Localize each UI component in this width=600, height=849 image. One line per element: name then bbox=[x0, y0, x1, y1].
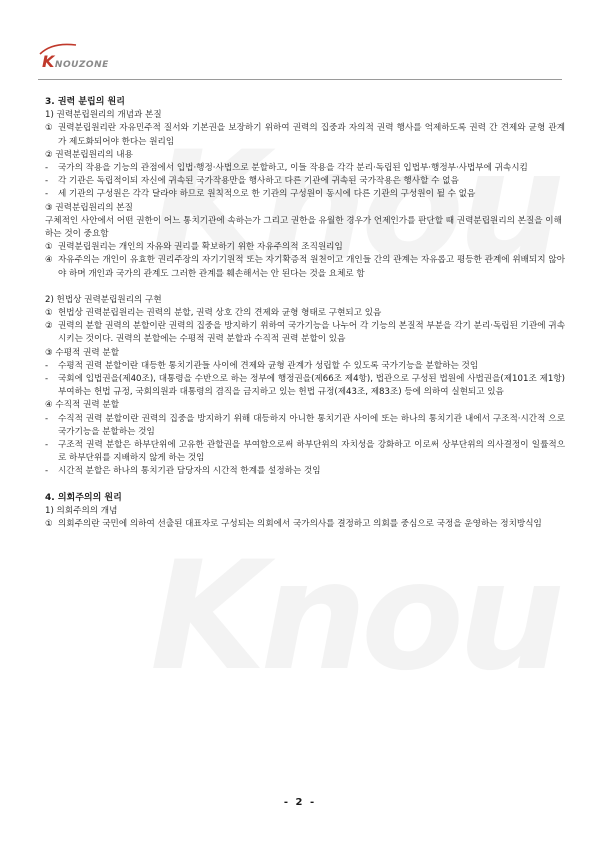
item-text: 수평적 권력 분할이란 대등한 통치기관들 사이에 견제와 균형 관계가 성립할 수 있도록 국가기능을 분할하는 것임 bbox=[58, 360, 479, 371]
item-marker: - bbox=[45, 360, 49, 371]
item-marker: ② bbox=[45, 321, 53, 332]
list-item bbox=[45, 373, 565, 399]
subheading: ④ 수직적 권력 분할 bbox=[45, 400, 120, 411]
subheading: 1) 권력분립원리의 개념과 본질 bbox=[45, 110, 162, 121]
list-item bbox=[45, 439, 565, 465]
item-marker: - bbox=[45, 413, 49, 424]
list-item bbox=[45, 518, 565, 531]
section-heading: 4. 의회주의의 원리 bbox=[45, 492, 122, 503]
item-text: 시간적 분할은 하나의 통치기관 담당자의 시간적 한계를 설정하는 것임 bbox=[58, 466, 321, 477]
item-marker: - bbox=[45, 189, 49, 200]
item-text: 세 기관의 구성원은 각각 달라야 하므로 원칙적으로 한 기관의 구성원이 동시에 다른 기관의 구성원이 될 수 없음 bbox=[58, 189, 476, 200]
item-text: 의회주의란 국민에 의하여 선출된 대표자로 구성되는 의회에서 국가의사를 결정하고 의회를 중심으로 국정을 운영하는 정치방식임 bbox=[58, 519, 542, 530]
list-item bbox=[45, 162, 565, 175]
list-item bbox=[45, 465, 565, 478]
item-marker: - bbox=[45, 374, 49, 385]
subheading: ③ 수평적 권력 분할 bbox=[45, 347, 120, 358]
subheading: 1) 의회주의의 개념 bbox=[45, 505, 118, 516]
spacer bbox=[45, 479, 565, 492]
paragraph: 구체적인 사안에서 어떤 권한이 어느 통치기관에 속하는가 그리고 권한을 유월한 경우가 언제인가를 판단할 때 권력분립원리의 본질을 이해하는 것이 중요함 bbox=[45, 215, 562, 240]
item-text: 자유주의는 개인이 유효한 권리주장의 자기기원적 또는 자기확증적 원천이고 개인들 간의 관계는 자유롭고 평등한 관계에 위배되지 않아야 하며 개인과 국가의 관계도 그러한 관계를 훼손해서는 안 된다는 것을 요체로 함 bbox=[58, 255, 565, 279]
knouzone-logo bbox=[42, 52, 109, 71]
subheading: 2) 헌법상 권력분립원리의 구현 bbox=[45, 294, 162, 305]
item-text: 구조적 권력 분할은 하부단위에 고유한 관할권을 부여함으로써 하부단위의 자치성을 강화하고 이로써 상부단위의 의사결정이 일률적으로 하부단위를 지배하지 않게 하는 것임 bbox=[58, 440, 565, 464]
list-item bbox=[45, 188, 565, 201]
item-text: 헌법상 권력분립원리는 권력의 분할, 권력 상호 간의 견제와 균형 형태로 구현되고 있음 bbox=[58, 308, 382, 319]
logo-k: K bbox=[42, 52, 54, 71]
subheading: ② 권력분립원리의 내용 bbox=[45, 149, 133, 160]
list-item bbox=[45, 175, 565, 188]
item-text: 수직적 권력 분할이란 권력의 집중을 방지하기 위해 대등하지 아니한 통치기관 사이에 또는 하나의 통치기관 내에서 구조적·시간적 으로 국가기능을 분할하는 것임 bbox=[58, 413, 565, 437]
list-item bbox=[45, 254, 565, 280]
list-item bbox=[45, 307, 565, 320]
header-divider bbox=[38, 79, 562, 80]
list-item bbox=[45, 320, 565, 346]
item-marker: - bbox=[45, 466, 49, 477]
list-item bbox=[45, 122, 565, 148]
spacer bbox=[45, 281, 565, 294]
logo-text: NOUZONE bbox=[54, 60, 109, 70]
item-marker: ① bbox=[45, 308, 53, 319]
item-marker: ① bbox=[45, 123, 53, 134]
item-marker: ① bbox=[45, 519, 53, 530]
item-marker: - bbox=[45, 176, 49, 187]
page-number: - 2 - bbox=[283, 797, 317, 808]
item-text: 국가의 작용을 기능의 관점에서 입법·행정·사법으로 분할하고, 이들 작용을 각각 분리·독립된 입법부·행정부·사법부에 귀속시킴 bbox=[58, 163, 528, 174]
section-heading: 3. 권력 분립의 원리 bbox=[45, 97, 125, 107]
list-item bbox=[45, 360, 565, 373]
item-marker: - bbox=[45, 440, 49, 451]
item-text: 각 기관은 독립적이되 자신에 귀속된 국가작용만을 행사하고 다른 기관에 귀속된 국가작용은 행사할 수 없음 bbox=[58, 176, 459, 187]
item-text: 국회에 입법권을(제40조), 대통령을 수반으로 하는 정부에 행정권을(제66조 제4항), 법관으로 구성된 법원에 사법권을(제101조 제1항) 부여하는 헌법 규정, 국회의원과 대통령의 겸직을 금지하고 있는 헌법 규정(제43조, 제83조) 등에 의하여 실현되고 있음 bbox=[58, 374, 565, 398]
item-marker: ④ bbox=[45, 255, 53, 266]
item-text: 권력분립원리란 자유민주적 질서와 기본권을 보장하기 위하여 권력의 집중과 자의적 권력 행사를 억제하도록 권력 간 견제와 균형 관계가 제도화되어야 한다는 원리임 bbox=[58, 123, 565, 147]
page-header bbox=[0, 0, 600, 80]
list-item bbox=[45, 241, 565, 254]
watermark-bottom bbox=[150, 530, 559, 704]
subheading: ③ 권력분립원리의 본질 bbox=[45, 202, 133, 213]
item-text: 권력분립원리는 개인의 자유와 권리를 확보하기 위한 자유주의적 조직원리임 bbox=[58, 242, 343, 253]
item-text: 권력의 분할 권력의 분할이란 권력의 집중을 방지하기 위하여 국가기능을 나누어 각 기능의 본질적 부분을 각기 분리·독립된 기관에 귀속시키는 것이다. 권력의 분할에는 수평적 권력 분할과 수직적 권력 분할이 있음 bbox=[58, 321, 565, 345]
item-marker: - bbox=[45, 163, 49, 174]
document-body bbox=[45, 96, 565, 531]
list-item bbox=[45, 413, 565, 439]
item-marker: ① bbox=[45, 242, 53, 253]
